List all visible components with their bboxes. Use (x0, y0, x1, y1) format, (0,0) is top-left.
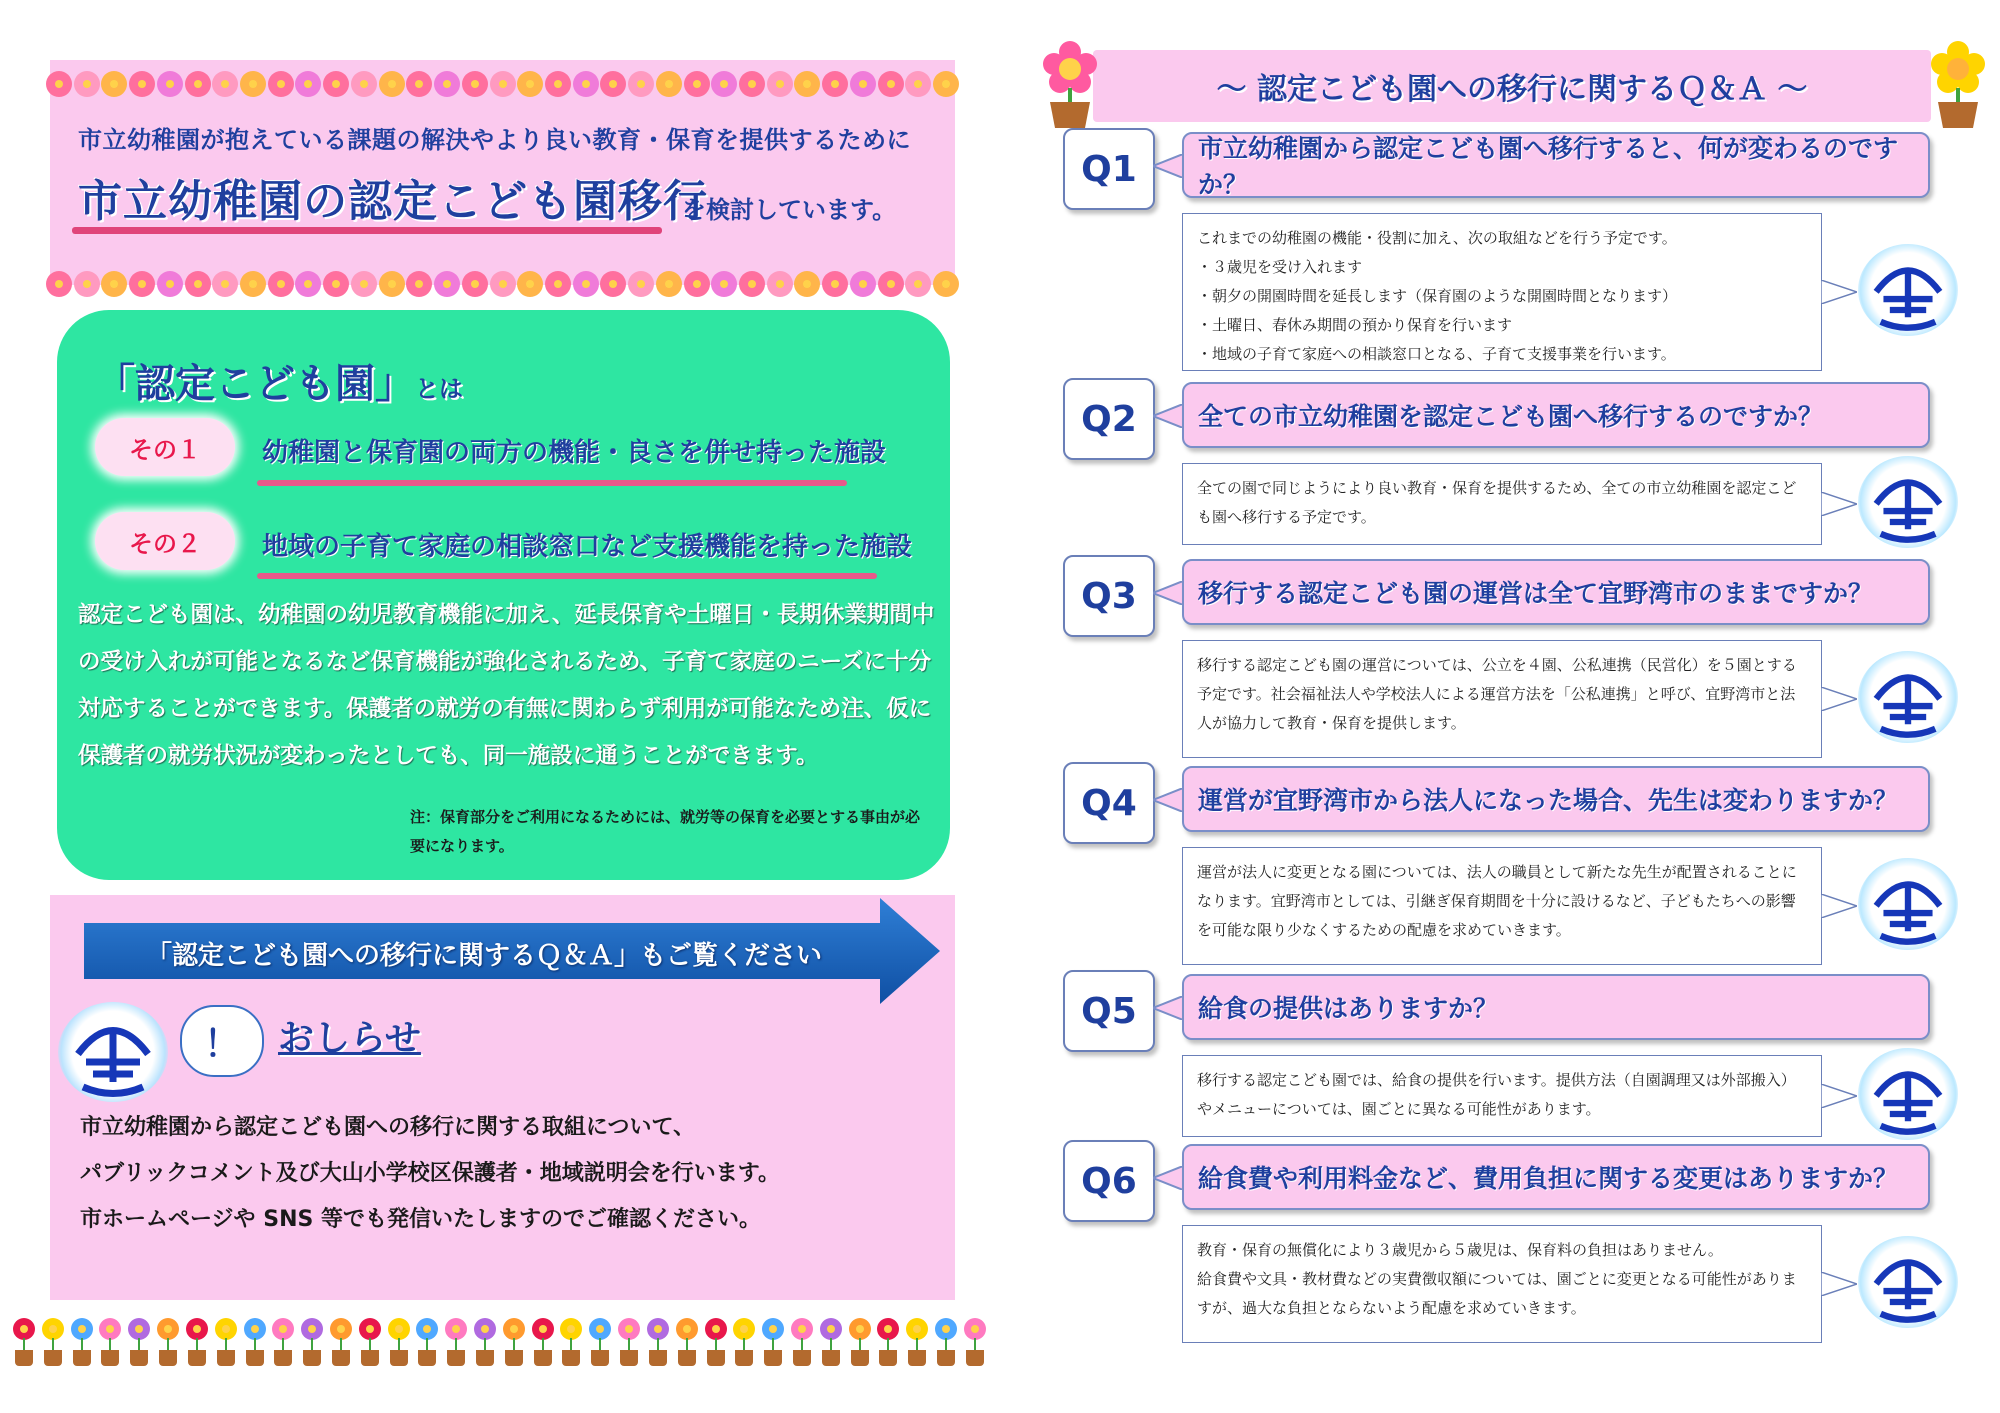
notice-line: 市立幼稚園から認定こども園への移行に関する取組について、 (80, 1115, 696, 1140)
flower-icon (882, 75, 900, 93)
flower-icon (189, 275, 207, 293)
question-number: Q1 (1063, 128, 1155, 210)
flower-icon (715, 75, 733, 93)
flower-pot-icon (963, 1318, 987, 1368)
definition-heading (95, 352, 463, 409)
flower-pot-icon (819, 1318, 843, 1368)
flower-icon (216, 75, 234, 93)
flower-pot-icon (243, 1318, 267, 1368)
footnote: 注：保育部分をご利用になるためには、就労等の保育を必要とする事由が必要になります。 (410, 808, 921, 855)
question-text: 給食費や利用料金など、費用負担に関する変更はありますか？ (1182, 1144, 1930, 1210)
city-emblem-icon (1858, 1048, 1958, 1140)
question-number: Q6 (1063, 1140, 1155, 1222)
flower-pot-icon (1928, 40, 1988, 130)
flower-pot-icon (905, 1318, 929, 1368)
flower-icon (826, 75, 844, 93)
qa-banner: ～ 認定こども園への移行に関するＱ＆Ａ ～ (1093, 50, 1931, 122)
flower-pot-icon (934, 1318, 958, 1368)
flower-icon (383, 75, 401, 93)
flower-pot-icon (387, 1318, 411, 1368)
bubble-tail-icon (1153, 581, 1183, 605)
answer-line: ・３歳児を受け入れます (1197, 258, 1363, 276)
flower-icon (383, 275, 401, 293)
page-title: 市立幼稚園の認定こども園移行 (78, 176, 708, 227)
flower-icon (216, 275, 234, 293)
flower-icon (50, 75, 68, 93)
flower-icon (327, 75, 345, 93)
flower-border-top (50, 70, 955, 98)
bubble-tail-icon (1153, 404, 1183, 428)
feature-1-text: 幼稚園と保育園の両方の機能・良さを併せ持った施設 (262, 438, 887, 468)
flower-icon (577, 75, 595, 93)
answer-box (1182, 640, 1822, 758)
flower-pot-icon (1040, 40, 1100, 130)
flower-icon (549, 275, 567, 293)
flower-icon (105, 75, 123, 93)
flower-pot-icon (473, 1318, 497, 1368)
feature-1-underline (257, 480, 847, 486)
answer-line: 移行する認定こども園では、給食の提供を行います。提供方法（自園調理又は外部搬入）やメニューについては、園ごとに異なる可能性があります。 (1197, 1071, 1796, 1118)
flower-icon (715, 275, 733, 293)
flower-pot-icon (502, 1318, 526, 1368)
notice-body (80, 1105, 940, 1243)
flower-pot-icon (70, 1318, 94, 1368)
flower-icon (577, 275, 595, 293)
answer-box (1182, 463, 1822, 545)
flower-pot-icon (214, 1318, 238, 1368)
flower-icon (549, 75, 567, 93)
answer-line: ・土曜日、春休み期間の預かり保育を行います (1197, 316, 1513, 334)
bubble-tail-icon (1153, 154, 1183, 178)
flower-icon (521, 275, 539, 293)
flower-border-bottom (50, 270, 955, 298)
answer-line: 全ての園で同じようにより良い教育・保育を提供するため、全ての市立幼稚園を認定こども園へ移行する予定です。 (1197, 479, 1797, 526)
flower-icon (272, 275, 290, 293)
flower-icon (854, 75, 872, 93)
flower-pot-icon (127, 1318, 151, 1368)
feature-1-label: その１ (95, 418, 235, 476)
flower-icon (743, 75, 761, 93)
question-text: 給食の提供はありますか？ (1182, 974, 1930, 1040)
flower-icon (327, 275, 345, 293)
flower-pot-icon (41, 1318, 65, 1368)
qa-arrow-label: 「認定こども園への移行に関するＱ＆Ａ」もご覧ください (145, 941, 822, 971)
flower-pot-icon (675, 1318, 699, 1368)
answer-line: これまでの幼稚園の機能・役割に加え、次の取組などを行う予定です。 (1197, 229, 1677, 247)
flower-pot-icon (588, 1318, 612, 1368)
flower-pot-icon (415, 1318, 439, 1368)
flower-pot-icon (617, 1318, 641, 1368)
flower-pot-icon (12, 1318, 36, 1368)
flower-pot-icon (271, 1318, 295, 1368)
flower-icon (244, 75, 262, 93)
notice-line: 市ホームページや SNS 等でも発信いたしますのでご確認ください。 (80, 1207, 761, 1232)
flower-icon (494, 275, 512, 293)
flower-pot-icon (848, 1318, 872, 1368)
flower-icon (410, 75, 428, 93)
flower-pot-icon (531, 1318, 555, 1368)
answer-tail-icon (1821, 687, 1857, 711)
flower-icon (688, 275, 706, 293)
title-underline (72, 227, 662, 234)
flower-icon (826, 275, 844, 293)
answer-tail-icon (1821, 1084, 1857, 1108)
flower-icon (771, 275, 789, 293)
flower-icon (937, 75, 955, 93)
question-text: 市立幼稚園から認定こども園へ移行すると、何が変わるのですか？ (1182, 132, 1930, 198)
flower-icon (355, 275, 373, 293)
answer-box (1182, 847, 1822, 965)
answer-tail-icon (1821, 1272, 1857, 1296)
flower-icon (937, 275, 955, 293)
question-text: 全ての市立幼稚園を認定こども園へ移行するのですか？ (1182, 382, 1930, 448)
flower-icon (466, 75, 484, 93)
flower-icon (798, 275, 816, 293)
flower-pot-icon (358, 1318, 382, 1368)
flower-pot-icon (704, 1318, 728, 1368)
answer-tail-icon (1821, 280, 1857, 304)
flower-icon (604, 75, 622, 93)
city-emblem-icon (1858, 651, 1958, 743)
flower-icon (909, 75, 927, 93)
flower-pot-icon (646, 1318, 670, 1368)
flower-pot-icon (790, 1318, 814, 1368)
flower-icon (133, 275, 151, 293)
flower-icon (882, 275, 900, 293)
flower-icon (161, 275, 179, 293)
bubble-tail-icon (1153, 1166, 1183, 1190)
flower-icon (133, 75, 151, 93)
flower-icon (299, 275, 317, 293)
flower-icon (494, 75, 512, 93)
city-emblem-icon (1858, 1236, 1958, 1328)
flower-icon (50, 275, 68, 293)
flower-pot-icon (156, 1318, 180, 1368)
flower-pot-icon (300, 1318, 324, 1368)
flower-icon (438, 275, 456, 293)
flower-icon (909, 275, 927, 293)
question-number: Q3 (1063, 555, 1155, 637)
answer-line: 運営が法人に変更となる園については、法人の職員として新たな先生が配置されることになります。宜野湾市としては、引継ぎ保育期間を十分に設けるなど、子どもたちへの影響を可能な限り少なくするための配慮を求めていきます。 (1197, 863, 1797, 939)
flower-icon (688, 75, 706, 93)
flower-pot-icon (329, 1318, 353, 1368)
flower-icon (604, 275, 622, 293)
flower-pot-icon (876, 1318, 900, 1368)
question-text: 移行する認定こども園の運営は全て宜野湾市のままですか？ (1182, 559, 1930, 625)
flower-icon (660, 275, 678, 293)
flower-icon (743, 275, 761, 293)
definition-paragraph: 認定こども園は、幼稚園の幼児教育機能に加え、延長保育や土曜日・長期休業期間中の受け入れが可能となるなど保育機能が強化されるため、子育て家庭のニーズに十分対応することができます。保護者の就労の有無に関わらず利用が可能なため注、仮に保護者の就労状況が変わったとしても、同一施設に通うことができます。 (78, 602, 935, 769)
answer-tail-icon (1821, 894, 1857, 918)
flower-pot-icon (761, 1318, 785, 1368)
question-number: Q4 (1063, 762, 1155, 844)
city-emblem-icon (1858, 456, 1958, 548)
flower-icon (244, 275, 262, 293)
flower-icon (521, 75, 539, 93)
answer-line: 給食費や文具・教材費などの実費徴収額については、園ごとに変更となる可能性がありますが、過大な負担とならないよう配慮を求めていきます。 (1197, 1270, 1797, 1317)
flower-pot-icon (98, 1318, 122, 1368)
flower-icon (798, 75, 816, 93)
feature-2-label: その２ (95, 512, 235, 570)
question-number: Q5 (1063, 970, 1155, 1052)
city-emblem-icon (58, 1002, 168, 1102)
city-emblem-icon (1858, 244, 1958, 336)
notice-line: パブリックコメント及び大山小学校区保護者・地域説明会を行います。 (80, 1161, 781, 1186)
flower-icon (438, 75, 456, 93)
notice-bubble-icon: ！ (180, 1005, 264, 1077)
answer-line: ・地域の子育て家庭への相談窓口となる、子育て支援事業を行います。 (1197, 345, 1676, 363)
flower-pot-border (12, 1318, 987, 1368)
bubble-tail-icon (1153, 996, 1183, 1020)
flower-icon (189, 75, 207, 93)
flower-icon (105, 275, 123, 293)
flower-icon (632, 75, 650, 93)
notice-title: おしらせ (278, 1018, 421, 1059)
flower-icon (854, 275, 872, 293)
flower-icon (660, 75, 678, 93)
question-number: Q2 (1063, 378, 1155, 460)
flower-pot-icon (444, 1318, 468, 1368)
city-emblem-icon (1858, 858, 1958, 950)
answer-box (1182, 1055, 1822, 1137)
answer-tail-icon (1821, 492, 1857, 516)
flower-icon (272, 75, 290, 93)
answer-box (1182, 213, 1822, 371)
feature-2-underline (257, 573, 877, 579)
flower-pot-icon (732, 1318, 756, 1368)
flower-icon (355, 75, 373, 93)
intro-lead: 市立幼稚園が抱えている課題の解決やより良い教育・保育を提供するために (78, 126, 911, 154)
flower-pot-icon (185, 1318, 209, 1368)
feature-2-text: 地域の子育て家庭の相談窓口など支援機能を持った施設 (262, 532, 913, 562)
flower-icon (299, 75, 317, 93)
flower-icon (632, 275, 650, 293)
flower-icon (78, 75, 96, 93)
answer-box (1182, 1225, 1822, 1343)
bubble-tail-icon (1153, 788, 1183, 812)
title-suffix: を検討しています。 (682, 196, 897, 224)
flower-icon (410, 275, 428, 293)
flower-icon (771, 75, 789, 93)
flower-icon (466, 275, 484, 293)
flower-pot-icon (559, 1318, 583, 1368)
flower-icon (161, 75, 179, 93)
flower-icon (78, 275, 96, 293)
definition-heading-suffix: とは (415, 375, 463, 403)
answer-line: ・朝夕の開園時間を延長します（保育園のような開園時間となります） (1197, 287, 1678, 305)
answer-line: 教育・保育の無償化により３歳児から５歳児は、保育料の負担はありません。 (1197, 1241, 1723, 1259)
definition-heading-text: 「認定こども園」 (95, 361, 415, 407)
question-text: 運営が宜野湾市から法人になった場合、先生は変わりますか？ (1182, 766, 1930, 832)
answer-line: 移行する認定こども園の運営については、公立を４園、公私連携（民営化）を５園とする予定です。社会福祉法人や学校法人による運営方法を「公私連携」と呼び、宜野湾市と法人が協力して教育・保育を提供します。 (1197, 656, 1797, 732)
